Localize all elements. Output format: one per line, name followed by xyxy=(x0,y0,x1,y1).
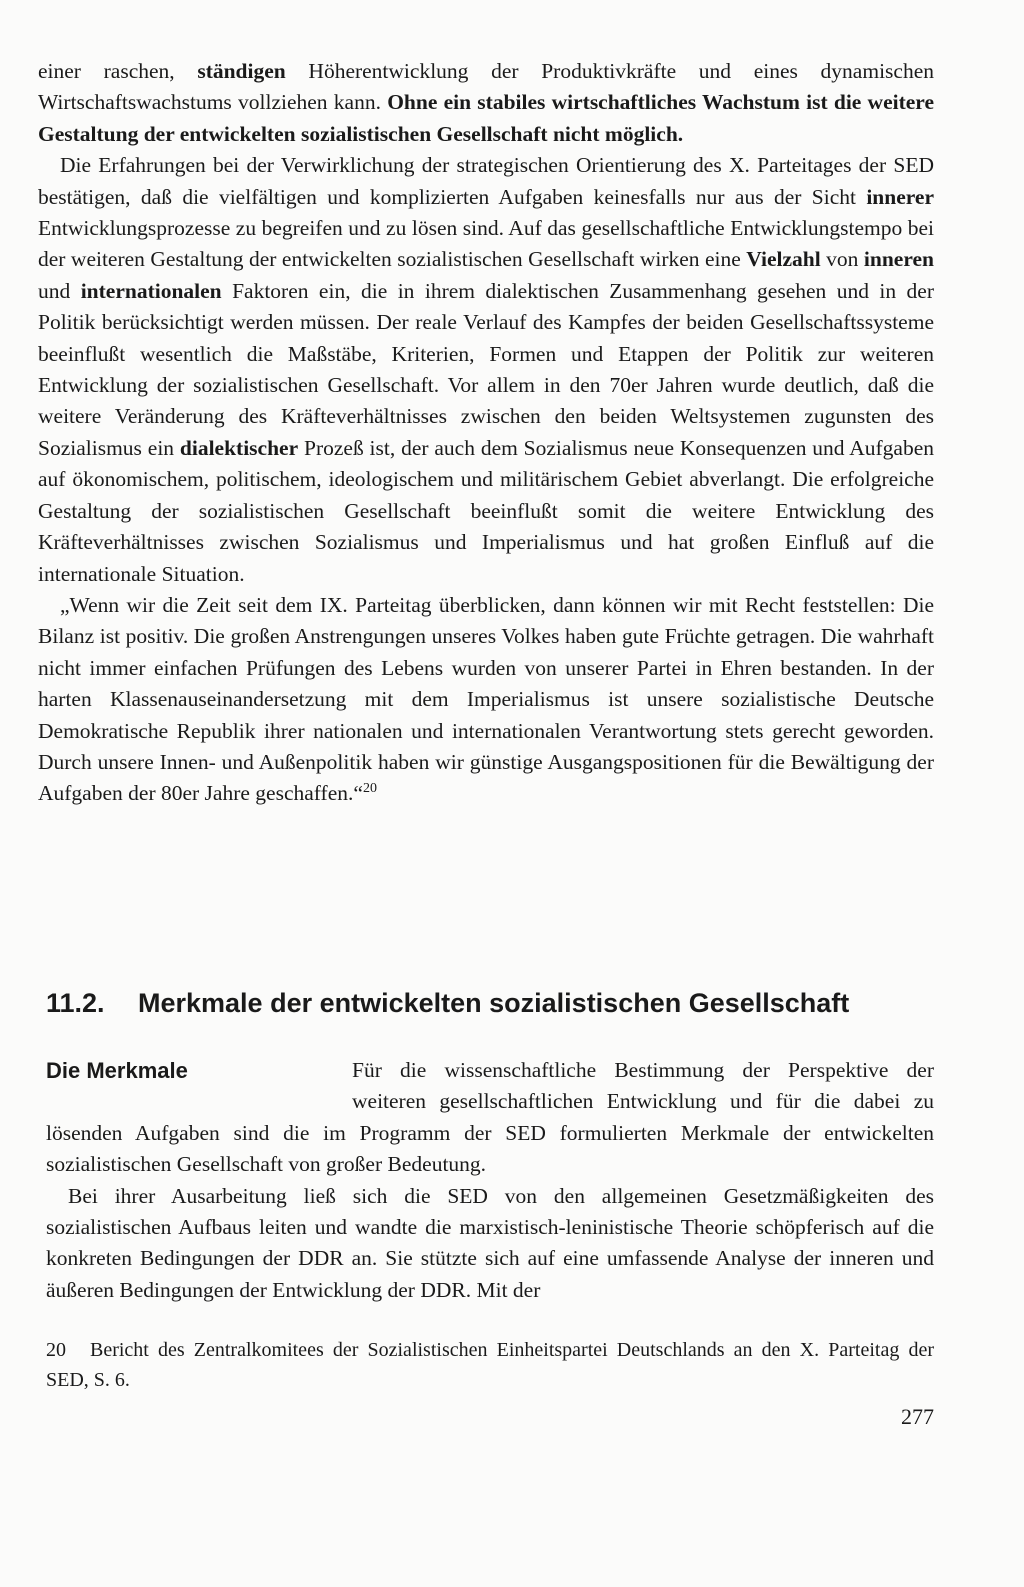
footnote xyxy=(46,1335,934,1395)
text-run: Prozeß ist, der auch dem Sozialismus neue Konsequenzen und Aufgaben auf ökonomischem, politischem, ideologischem und militärischem Gebiet abverlangt. Die erfolgreiche Gestaltung der sozialistischen Gesellschaft beeinflußt somit die weitere Entwicklung des Kräfteverhältnisses zwischen Sozialismus und Imperialismus und hat großen Einfluß auf die internationale Situation. xyxy=(38,435,934,586)
emphasis-text: Ohne ein stabiles wirtschaftliches Wachstum ist die weitere Gestaltung der entwickelten sozialistischen Gesellschaft nicht möglich. xyxy=(38,90,934,146)
footnote-text: Bericht des Zentralkomitees der Sozialistischen Einheitspartei Deutschlands an den X. Parteitag der SED, S. 6. xyxy=(46,1339,934,1391)
page-number: 277 xyxy=(901,1404,934,1429)
footnote-reference: 20 xyxy=(362,781,377,797)
emphasis-text: Vielzahl xyxy=(746,247,821,272)
emphasis-text: inneren xyxy=(863,247,934,272)
section-paragraph-2 xyxy=(46,1181,934,1307)
text-run: und xyxy=(38,278,81,303)
text-run: einer raschen, xyxy=(38,59,198,83)
emphasis-text: dialektischer xyxy=(179,435,299,460)
text-run: Faktoren ein, die in ihrem dialektischen Zusammenhang gesehen und in der Politik berücksichtigt werden müssen. Der reale Verlauf des Kampfes der beiden Gesellschaftssysteme beeinflußt wesentlich die Maßstäbe, Kriterien, Formen und Etappen der Politik zur weiteren Entwicklung der sozialistischen Gesellschaft. Vor allem in den 70er Jahren wurde deutlich, daß die weitere Veränderung des Kräfteverhältnisses zwischen den beiden Weltsystemen zugunsten des Sozialismus ein xyxy=(38,278,934,460)
section-body xyxy=(46,1055,934,1306)
marginal-heading: Die Merkmale xyxy=(46,1058,188,1083)
paragraph-2 xyxy=(38,150,934,590)
quotation-paragraph xyxy=(38,590,934,810)
text-run: Höherentwicklung der Produktivkräfte und eines dynamischen Wirtschaftswachstums vollziehen kann. xyxy=(38,59,934,115)
text-run: Für die wissenschaftliche Bestimmung der Perspektive der weiteren gesellschaftlichen Entwicklung und für die dabei zu lösenden Aufgaben sind die im Programm der SED formulierten Merkmale der entwickelten sozialistischen Gesellschaft von großer Bedeutung. xyxy=(46,1058,934,1177)
emphasis-text: innerer xyxy=(866,184,934,209)
footnote-number: 20 xyxy=(46,1339,66,1361)
section-title: Merkmale der entwickelten sozialistischen Gesellschaft xyxy=(138,988,850,1018)
section-number: 11.2. xyxy=(46,988,105,1018)
emphasis-text: ständigen xyxy=(197,59,286,83)
text-run: „Wenn wir die Zeit seit dem IX. Parteitag überblicken, dann können wir mit Recht feststellen: Die Bilanz ist positiv. Die großen Anstrengungen unseres Volkes haben gute Früchte getragen. Die wahrhaft nicht immer einfachen Prüfungen des Lebens wurden von unserer Partei in Ehren bestanden. In der harten Klassenauseinandersetzung mit dem Imperialismus ist unsere sozialistische Deutsche Demokratische Republik ihrer nationalen und internationalen Verantwortung stets gerecht geworden. Durch unsere Innen- und Außenpolitik haben wir günstige Ausgangspositionen für die Bewältigung der Aufgaben der 80er Jahre geschaffen.“ xyxy=(38,592,934,806)
main-text xyxy=(38,56,934,810)
emphasis-text: internationalen xyxy=(80,278,222,303)
paragraph-1 xyxy=(38,56,934,150)
text-run: Die Erfahrungen bei der Verwirklichung der strategischen Orientierung des X. Parteitages der SED bestätigen, daß die vielfältigen und komplizierten Aufgaben keinesfalls nur aus der Sicht xyxy=(38,153,934,209)
text-run: von xyxy=(820,247,864,272)
section-heading xyxy=(46,985,946,1021)
text-run: Bei ihrer Ausarbeitung ließ sich die SED von den allgemeinen Gesetzmäßigkeiten des sozialistischen Aufbaus leiten und wandte die marxistisch-leninistische Theorie schöpferisch auf die konkreten Bedingungen der DDR an. Sie stützte sich auf eine umfassende Analyse der inneren und äußeren Bedingungen der Entwicklung der DDR. Mit der xyxy=(46,1183,934,1302)
text-run: Entwicklungsprozesse zu begreifen und zu lösen sind. Auf das gesellschaftliche Entwicklungstempo bei der weiteren Gestaltung der entwickelten sozialistischen Gesellschaft wirken eine xyxy=(38,216,934,272)
